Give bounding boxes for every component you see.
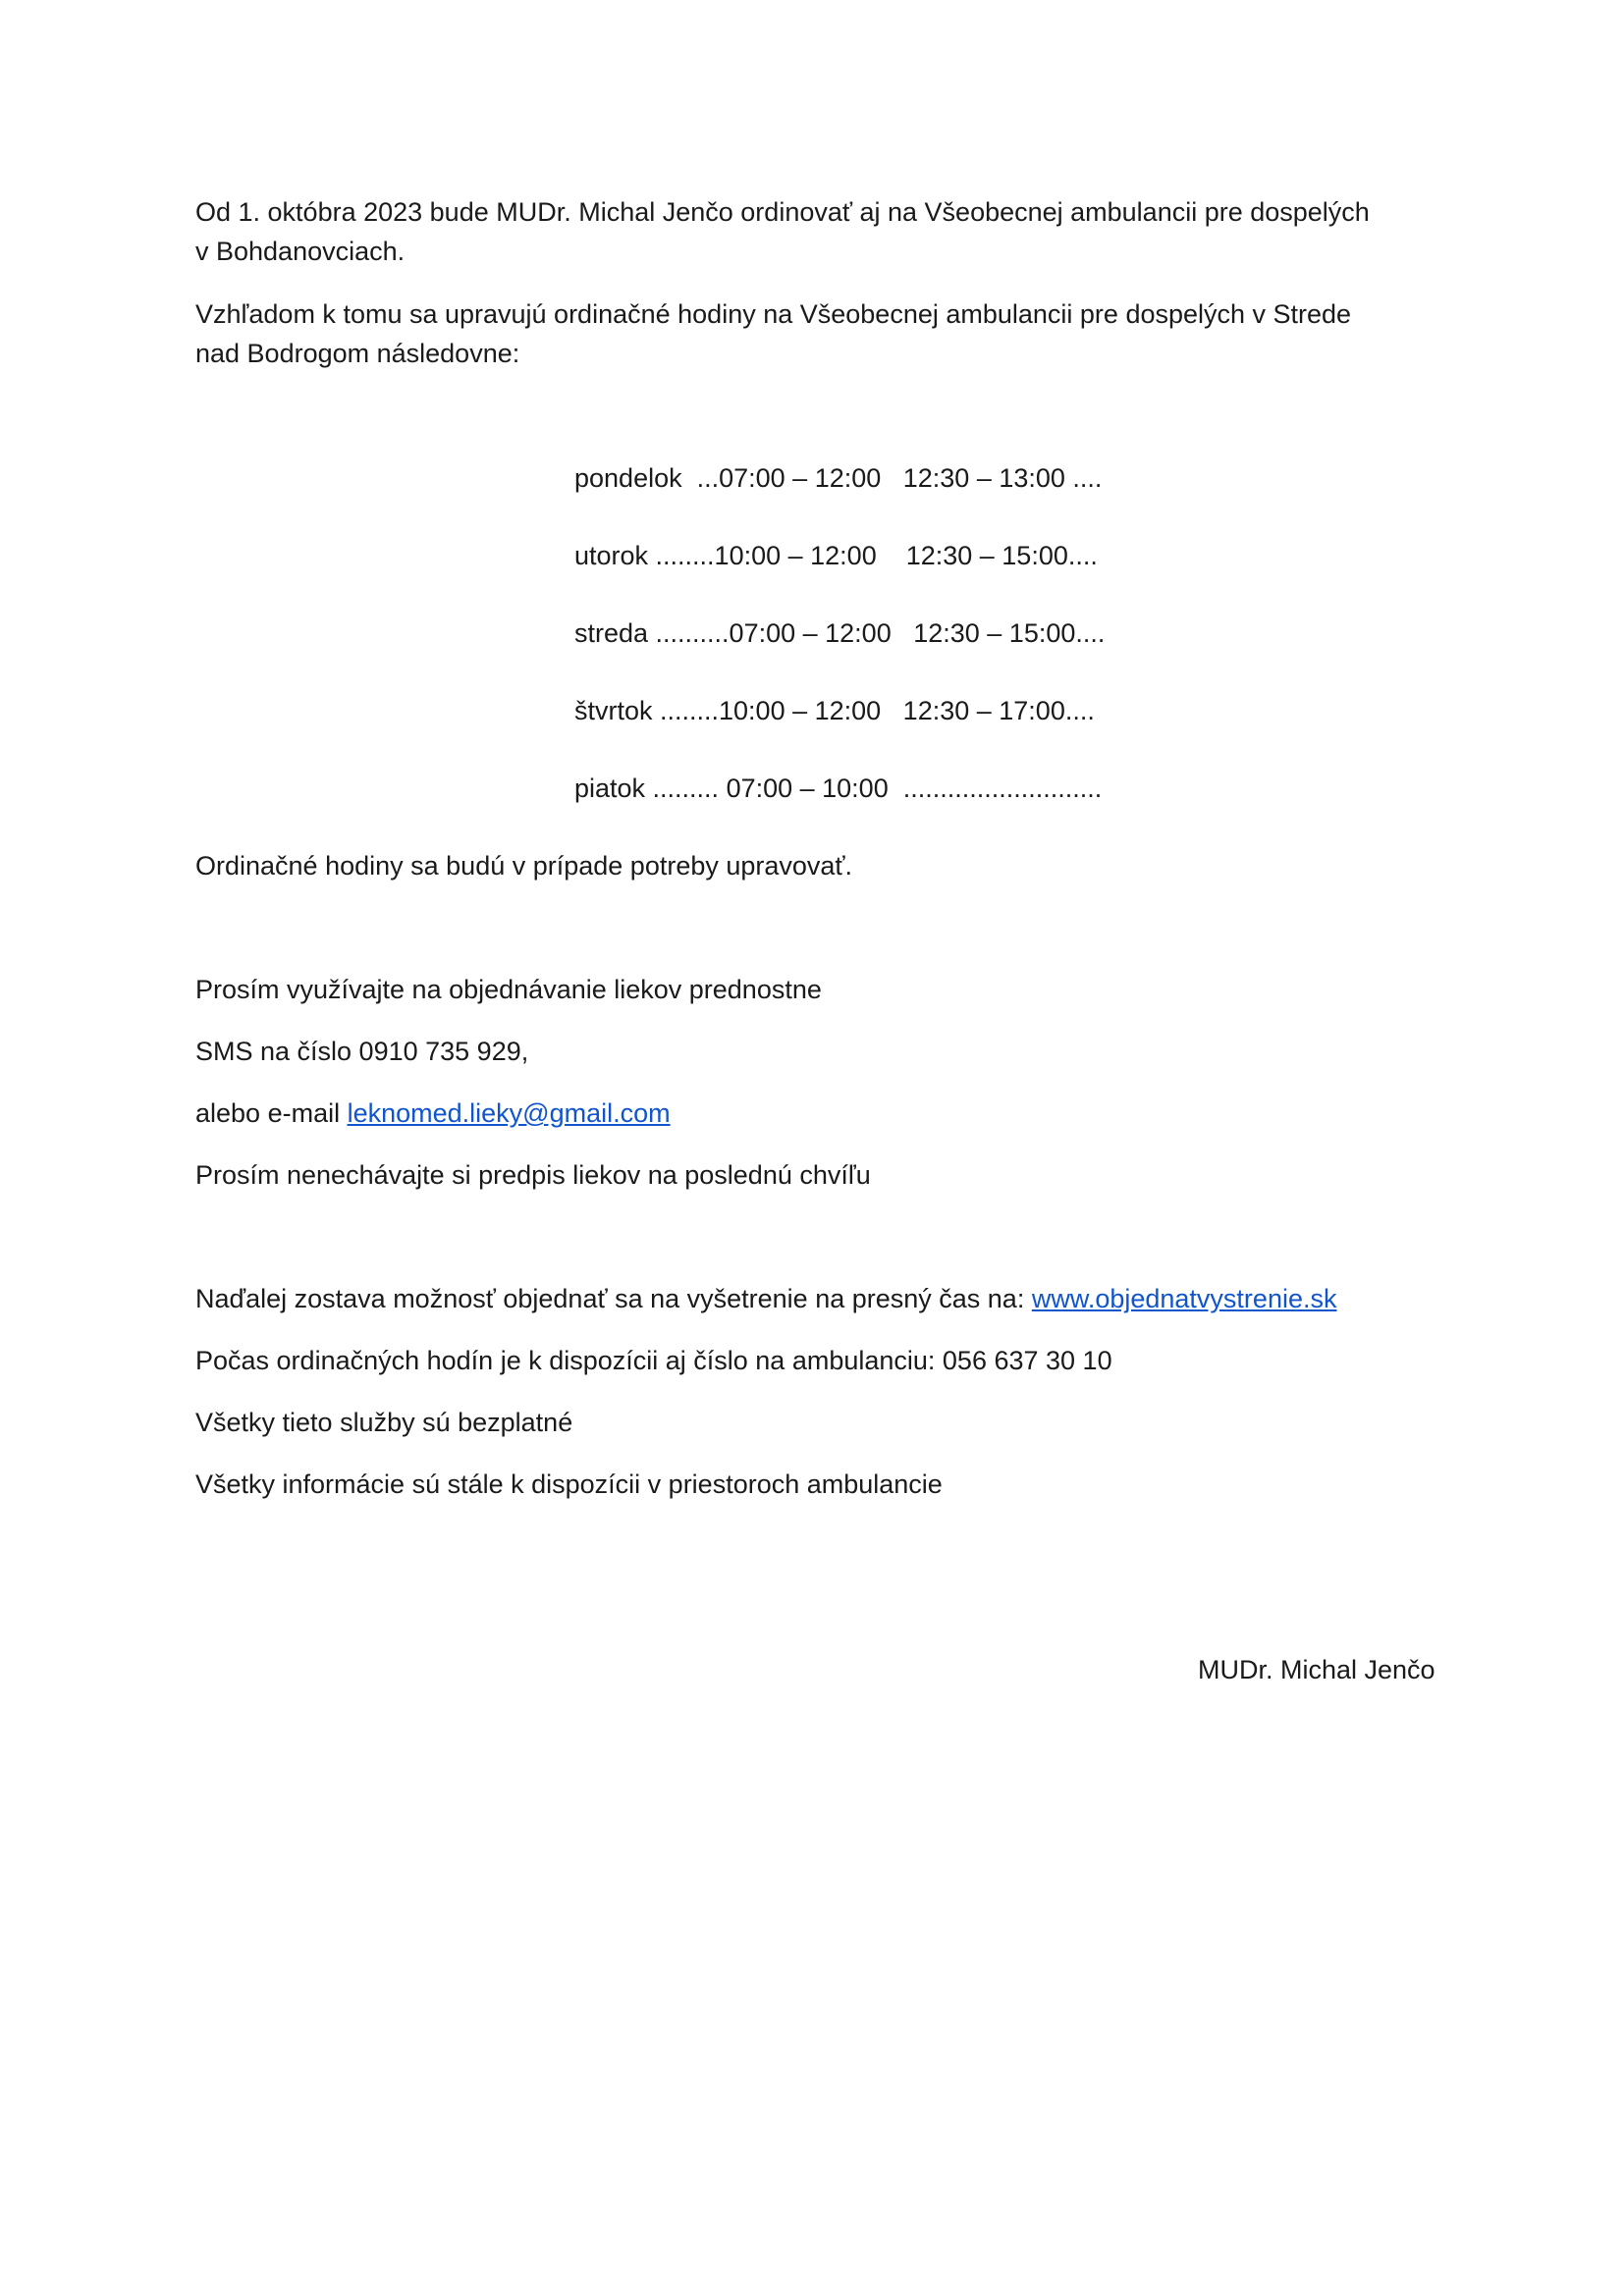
website-prefix: Naďalej zostava možnosť objednať sa na vyšetrenie na presný čas na: <box>195 1284 1032 1313</box>
orders-line-3 <box>195 1094 671 1133</box>
hours-note: Ordinačné hodiny sa budú v prípade potreby upravovať. <box>195 851 853 881</box>
info-line-4: Všetky informácie sú stále k dispozícii v priestoroch ambulancie <box>195 1469 943 1499</box>
schedule-friday: piatok ......... 07:00 – 10:00 ........................... <box>574 774 1103 803</box>
orders-line-1: Prosím využívajte na objednávanie liekov prednostne <box>195 975 822 1004</box>
email-prefix: alebo e-mail <box>195 1098 348 1128</box>
orders-line-2: SMS na číslo 0910 735 929, <box>195 1037 529 1066</box>
intro-line-4: nad Bodrogom následovne: <box>195 339 520 368</box>
info-line-3: Všetky tieto služby sú bezplatné <box>195 1408 573 1437</box>
info-line-2: Počas ordinačných hodín je k dispozícii aj číslo na ambulanciu: 056 637 30 10 <box>195 1346 1112 1375</box>
email-link[interactable]: leknomed.lieky@gmail.com <box>347 1098 671 1128</box>
intro-line-2: v Bohdanovciach. <box>195 237 406 266</box>
schedule-thursday: štvrtok ........10:00 – 12:00 12:30 – 17:00.... <box>574 696 1095 725</box>
signature: MUDr. Michal Jenčo <box>1198 1655 1435 1684</box>
website-link[interactable]: www.objednatvystrenie.sk <box>1031 1284 1337 1313</box>
orders-line-4: Prosím nenechávajte si predpis liekov na poslednú chvíľu <box>195 1160 871 1190</box>
intro-line-1: Od 1. októbra 2023 bude MUDr. Michal Jenčo ordinovať aj na Všeobecnej ambulancii pre dospelých <box>195 197 1370 227</box>
info-line-1 <box>195 1279 1336 1318</box>
schedule-tuesday: utorok ........10:00 – 12:00 12:30 – 15:00.... <box>574 541 1098 570</box>
intro-line-3: Vzhľadom k tomu sa upravujú ordinačné hodiny na Všeobecnej ambulancii pre dospelých v Strede <box>195 299 1352 329</box>
schedule-monday: pondelok ...07:00 – 12:00 12:30 – 13:00 .... <box>574 463 1103 493</box>
schedule-wednesday: streda ..........07:00 – 12:00 12:30 – 15:00.... <box>574 618 1106 648</box>
